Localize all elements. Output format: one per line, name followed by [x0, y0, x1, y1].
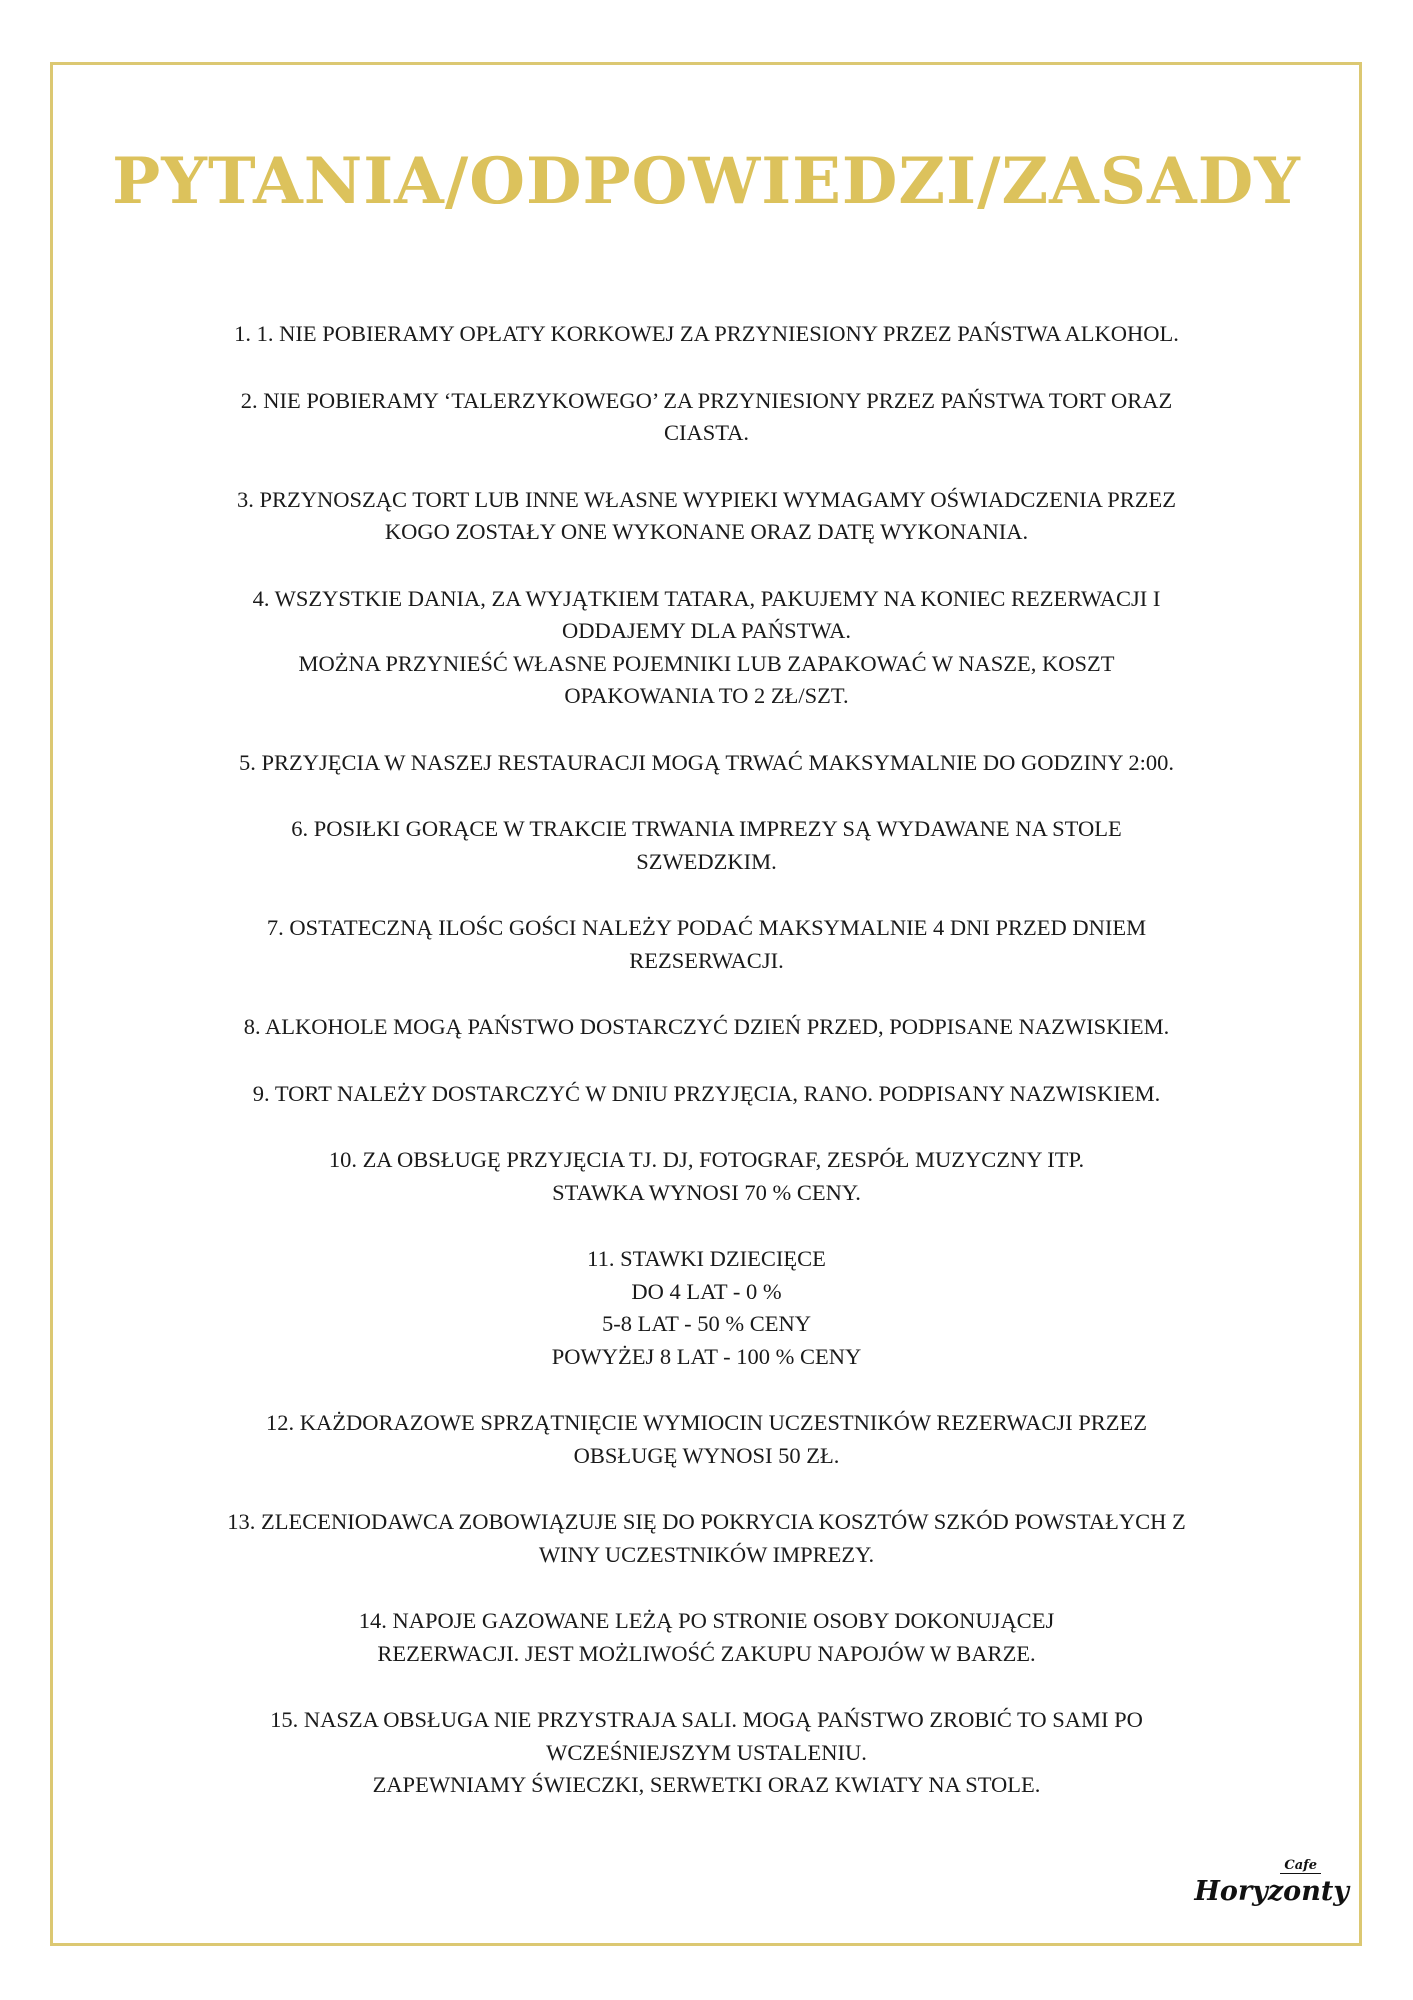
page-title: PYTANIA/ODPOWIEDZI/ZASADY	[112, 144, 1301, 219]
rule-line: KOGO ZOSTAŁY ONE WYKONANE ORAZ DATĘ WYKONANIA.	[384, 519, 1029, 544]
rule-line: 5-8 LAT - 50 % CENY	[602, 1311, 811, 1336]
rule-line: DO 4 LAT - 0 %	[631, 1278, 782, 1304]
rule-line: 15. NASZA OBSŁUGA NIE PRZYSTRAJA SALI. MOGĄ PAŃSTWO ZROBIĆ TO SAMI PO	[270, 1707, 1143, 1732]
rule-line: 7. OSTATECZNĄ ILOŚC GOŚCI NALEŻY PODAĆ MAKSYMALNIE 4 DNI PRZED DNIEM	[266, 915, 1147, 940]
rule-line: SZWEDZKIM.	[636, 848, 777, 874]
rule-item	[130, 583, 1283, 713]
rule-line: REZSERWACJI.	[629, 947, 784, 973]
rule-item	[130, 912, 1283, 977]
rule-line: 11. STAWKI DZIECIĘCE	[587, 1246, 826, 1271]
rule-item	[130, 1144, 1283, 1209]
rule-item	[130, 1078, 1283, 1111]
rule-line: 9. TORT NALEŻY DOSTARCZYĆ W DNIU PRZYJĘCIA, RANO. PODPISANY NAZWISKIEM.	[252, 1080, 1161, 1106]
rule-line: OPAKOWANIA TO 2 ZŁ/SZT.	[564, 683, 849, 708]
rule-item	[130, 385, 1283, 450]
cafe-horyzonty-logo	[1179, 1858, 1349, 1920]
rule-line: 10. ZA OBSŁUGĘ PRZYJĘCIA TJ. DJ, FOTOGRAF, ZESPÓŁ MUZYCZNY ITP.	[328, 1147, 1085, 1172]
rule-line: MOŻNA PRZYNIEŚĆ WŁASNE POJEMNIKI LUB ZAPAKOWAĆ W NASZE, KOSZT	[298, 650, 1115, 676]
rule-line: ZAPEWNIAMY ŚWIECZKI, SERWETKI ORAZ KWIATY NA STOLE.	[372, 1772, 1041, 1797]
rule-line: 5. PRZYJĘCIA W NASZEJ RESTAURACJI MOGĄ TRWAĆ MAKSYMALNIE DO GODZINY 2:00.	[239, 749, 1174, 775]
rule-line: POWYŻEJ 8 LAT - 100 % CENY	[551, 1343, 862, 1369]
rule-line: STAWKA WYNOSI 70 % CENY.	[552, 1179, 861, 1205]
rule-item	[130, 813, 1283, 878]
rule-item	[130, 1506, 1283, 1571]
rule-line: 1. 1. NIE POBIERAMY OPŁATY KORKOWEJ ZA PRZYNIESIONY PRZEZ PAŃSTWA ALKOHOL.	[234, 321, 1179, 346]
rule-line: ODDAJEMY DLA PAŃSTWA.	[562, 618, 851, 643]
rule-line: 13. ZLECENIODAWCA ZOBOWIĄZUJE SIĘ DO POKRYCIA KOSZTÓW SZKÓD POWSTAŁYCH Z	[227, 1509, 1186, 1534]
rule-item	[130, 1407, 1283, 1472]
rule-line: 2. NIE POBIERAMY ‘TALERZYKOWEGO’ ZA PRZYNIESIONY PRZEZ PAŃSTWA TORT ORAZ	[240, 387, 1173, 413]
rule-item	[130, 1605, 1283, 1670]
rules-list	[130, 318, 1283, 1836]
rule-item	[130, 484, 1283, 549]
rule-line: 8. ALKOHOLE MOGĄ PAŃSTWO DOSTARCZYĆ DZIEŃ PRZED, PODPISANE NAZWISKIEM.	[243, 1014, 1170, 1039]
rule-line: 4. WSZYSTKIE DANIA, ZA WYJĄTKIEM TATARA, PAKUJEMY NA KONIEC REZERWACJI I	[252, 585, 1161, 611]
rule-line: 12. KAŻDORAZOWE SPRZĄTNIĘCIE WYMIOCIN UCZESTNIKÓW REZERWACJI PRZEZ	[266, 1410, 1147, 1435]
rule-item	[130, 1011, 1283, 1044]
rule-line: WINY UCZESTNIKÓW IMPREZY.	[538, 1541, 875, 1567]
rule-line: REZERWACJI. JEST MOŻLIWOŚĆ ZAKUPU NAPOJÓW W BARZE.	[377, 1640, 1036, 1666]
logo-main-text: Horyzonty	[1194, 1876, 1349, 1907]
rule-line: 6. POSIŁKI GORĄCE W TRAKCIE TRWANIA IMPREZY SĄ WYDAWANE NA STOLE	[291, 816, 1122, 841]
rule-item	[130, 747, 1283, 780]
rule-line: OBSŁUGĘ WYNOSI 50 ZŁ.	[573, 1442, 840, 1468]
rule-line: CIASTA.	[663, 420, 750, 445]
logo-small-text: Cafe	[1280, 1858, 1321, 1874]
rule-item	[130, 1243, 1283, 1373]
rule-line: 3. PRZYNOSZĄC TORT LUB INNE WŁASNE WYPIEKI WYMAGAMY OŚWIADCZENIA PRZEZ	[236, 486, 1177, 512]
rule-line: 14. NAPOJE GAZOWANE LEŻĄ PO STRONIE OSOBY DOKONUJĄCEJ	[358, 1608, 1055, 1633]
rule-line: WCZEŚNIEJSZYM USTALENIU.	[546, 1739, 867, 1765]
rule-item	[130, 1704, 1283, 1802]
rule-item	[130, 318, 1283, 351]
